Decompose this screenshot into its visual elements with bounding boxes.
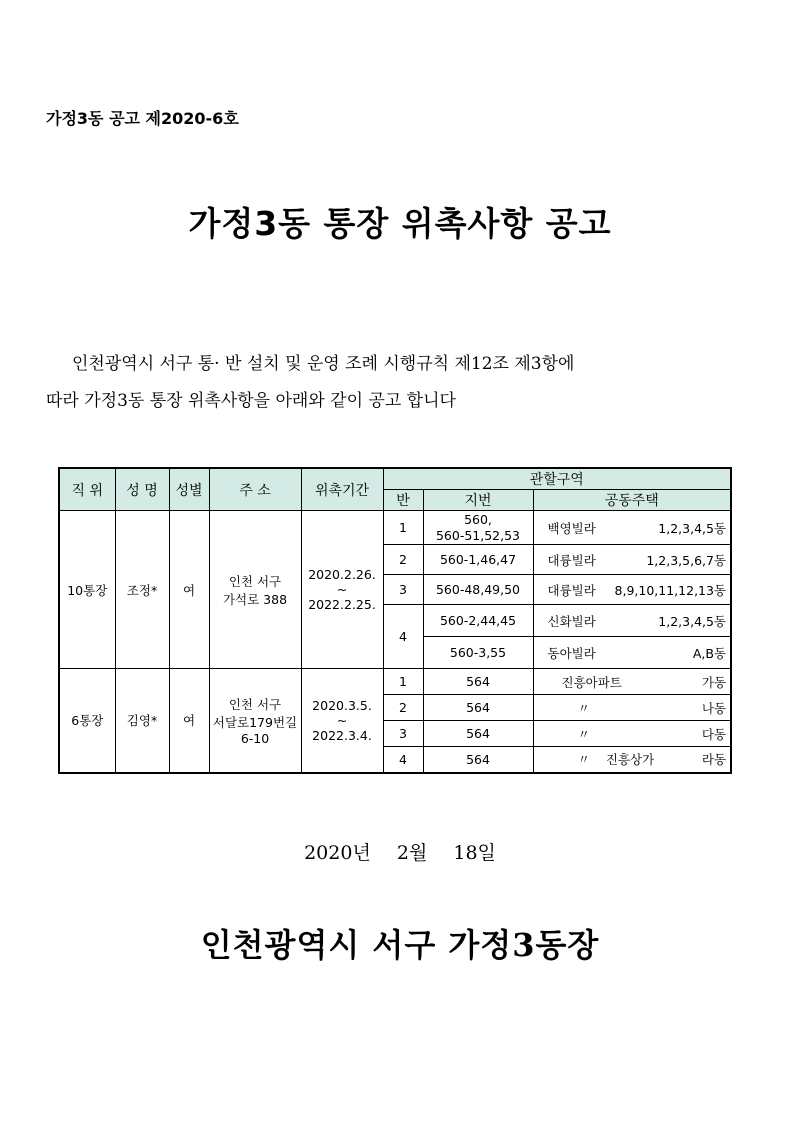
header-housing: 공동주택 — [533, 490, 731, 511]
date-day: 18일 — [453, 842, 496, 864]
term-cell: 2020.2.26. ~ 2022.2.25. — [301, 511, 383, 669]
appointment-table — [58, 467, 732, 774]
lot-cell: 564 — [423, 695, 533, 721]
ban-cell: 1 — [383, 669, 423, 695]
housing-cell: 진흥아파트 가동 — [533, 669, 731, 695]
lot-cell: 564 — [423, 747, 533, 773]
ban-cell: 4 — [383, 605, 423, 669]
ban-cell: 3 — [383, 721, 423, 747]
gender-cell: 여 — [169, 669, 209, 773]
document-title: 가정3동 통장 위촉사항 공고 — [188, 204, 612, 243]
notice-date — [0, 838, 800, 865]
address-cell: 인천 서구 가석로 388 — [209, 511, 301, 669]
ban-cell: 1 — [383, 511, 423, 545]
notice-body — [46, 346, 746, 420]
date-year: 2020년 — [304, 842, 371, 864]
housing-cell: 동아빌라 A,B동 — [533, 637, 731, 669]
table-row — [59, 669, 731, 695]
lot-cell: 560-3,55 — [423, 637, 533, 669]
housing-cell: 신화빌라 1,2,3,4,5동 — [533, 605, 731, 637]
header-area: 관할구역 — [383, 468, 731, 490]
housing-cell: 백영빌라 1,2,3,4,5동 — [533, 511, 731, 545]
lot-cell: 560-1,46,47 — [423, 545, 533, 575]
ban-cell: 3 — [383, 575, 423, 605]
lot-cell: 560-2,44,45 — [423, 605, 533, 637]
notice-number: 가정3동 공고 제2020-6호 — [46, 109, 239, 128]
ban-cell: 2 — [383, 545, 423, 575]
housing-cell: 〃 나동 — [533, 695, 731, 721]
gender-cell: 여 — [169, 511, 209, 669]
lot-cell: 560, 560-51,52,53 — [423, 511, 533, 545]
header-name: 성 명 — [115, 468, 169, 511]
date-month: 2월 — [396, 842, 428, 864]
ban-cell: 4 — [383, 747, 423, 773]
housing-cell: 대륭빌라 8,9,10,11,12,13동 — [533, 575, 731, 605]
header-term: 위촉기간 — [301, 468, 383, 511]
issuer-name: 인천광역시 서구 가정3동장 — [200, 926, 600, 964]
name-cell: 조정* — [115, 511, 169, 669]
header-lot: 지번 — [423, 490, 533, 511]
header-address: 주 소 — [209, 468, 301, 511]
position-cell: 10통장 — [59, 511, 115, 669]
header-ban: 반 — [383, 490, 423, 511]
header-gender: 성별 — [169, 468, 209, 511]
body-line-1: 인천광역시 서구 통· 반 설치 및 운영 조례 시행규칙 제12조 제3항에 — [72, 354, 575, 374]
housing-cell: 〃 진흥상가 라동 — [533, 747, 731, 773]
name-cell: 김영* — [115, 669, 169, 773]
position-cell: 6통장 — [59, 669, 115, 773]
header-position: 직 위 — [59, 468, 115, 511]
lot-cell: 560-48,49,50 — [423, 575, 533, 605]
housing-cell: 대륭빌라 1,2,3,5,6,7동 — [533, 545, 731, 575]
lot-cell: 564 — [423, 669, 533, 695]
body-line-2: 따라 가정3동 통장 위촉사항을 아래와 같이 공고 합니다 — [46, 391, 456, 411]
lot-cell: 564 — [423, 721, 533, 747]
term-cell: 2020.3.5. ~ 2022.3.4. — [301, 669, 383, 773]
housing-cell: 〃 다동 — [533, 721, 731, 747]
address-cell: 인천 서구 서달로179번길 6-10 — [209, 669, 301, 773]
ban-cell: 2 — [383, 695, 423, 721]
table-row — [59, 511, 731, 545]
